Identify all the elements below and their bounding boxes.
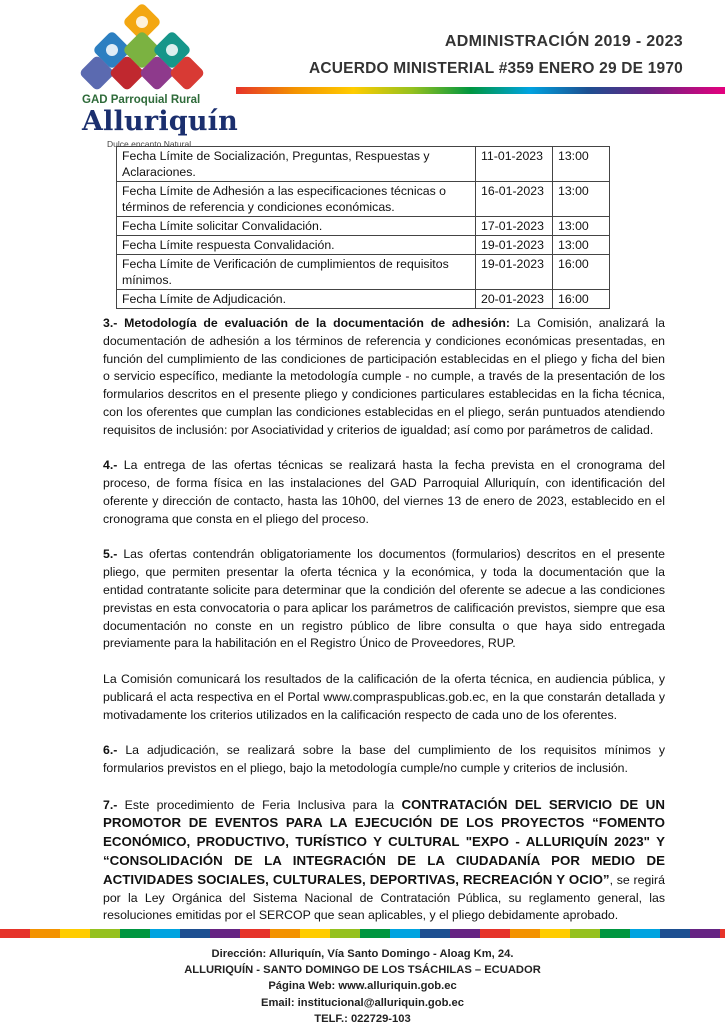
section-4-number: 4.- xyxy=(103,458,118,473)
section-6 xyxy=(103,742,665,778)
schedule-label: Fecha Límite de Adhesión a las especificaciones técnicas o términos de referencia y condiciones económicas. xyxy=(117,182,476,217)
schedule-row xyxy=(117,182,610,217)
schedule-time: 16:00 xyxy=(553,255,610,290)
footer-color-stripe xyxy=(0,929,725,938)
footer-web: Página Web: www.alluriquin.gob.ec xyxy=(268,980,457,993)
section-3-title: 3.- Metodología de evaluación de la documentación de adhesión: xyxy=(103,316,510,330)
ministerial-agreement: ACUERDO MINISTERIAL #359 ENERO 29 DE 1970 xyxy=(308,60,683,77)
schedule-label: Fecha Límite solicitar Convalidación. xyxy=(117,217,476,236)
section-3 xyxy=(103,315,665,440)
schedule-date: 11-01-2023 xyxy=(476,147,553,182)
schedule-date: 17-01-2023 xyxy=(476,217,553,236)
section-7-contract-title: CONTRATACIÓN DEL SERVICIO DE UN PROMOTOR DE EVENTOS PARA LA EJECUCIÓN DE LOS PROYECTOS “FOMENTO ECONÓMICO, PRODUCTIVO, TURÍSTICO Y CULTURAL "EXPO - ALLURIQUÍN 2023" Y “CONSOLIDACIÓN DE LA INTEGRACIÓN DE LA CIUDADANÍA POR MEDIO DE ACTIVIDADES SOCIALES, CULTURALES, DEPORTIVAS, RECREACIÓN Y OCIO” xyxy=(103,796,665,887)
schedule-label: Fecha Límite de Verificación de cumplimientos de requisitos mínimos. xyxy=(117,255,476,290)
section-7-number: 7.- xyxy=(103,797,118,812)
schedule-date: 19-01-2023 xyxy=(476,236,553,255)
section-5-results: La Comisión comunicará los resultados de la calificación de la oferta técnica, en audiencia pública, y publicará el acta respectiva en el Portal www.compraspublicas.gob.ec, en la que constarán detallada y motivadamente los criterios utilizados en la calificación respecto de cada uno de los oferentes. xyxy=(103,671,665,722)
org-slogan: Dulce encanto Natural xyxy=(107,139,192,149)
org-town: Alluriquín xyxy=(82,106,238,137)
schedule-time: 13:00 xyxy=(553,147,610,182)
header-color-stripe xyxy=(236,87,725,94)
schedule-date: 19-01-2023 xyxy=(476,255,553,290)
section-4-text: La entrega de las ofertas técnicas se realizará hasta la fecha prevista en el cronograma del proceso, de forma física en las instalaciones del GAD Parroquial Alluriquín, con identificación del oferente y dirección de contacto, hasta las 10h00, del viernes 13 de enero de 2023, establecido en el cronograma que consta en el pliego del proceso. xyxy=(103,458,665,526)
schedule-row xyxy=(117,255,610,290)
footer-email: Email: institucional@alluriquin.gob.ec xyxy=(261,996,464,1009)
schedule-label: Fecha Límite de Adjudicación. xyxy=(117,290,476,309)
schedule-time: 13:00 xyxy=(553,217,610,236)
section-7 xyxy=(103,796,665,926)
org-name: GAD Parroquial Rural xyxy=(82,94,201,106)
schedule-row xyxy=(117,290,610,309)
schedule-row xyxy=(117,217,610,236)
schedule-label: Fecha Límite de Socialización, Preguntas, Respuestas y Aclaraciones. xyxy=(117,147,476,182)
schedule-date: 16-01-2023 xyxy=(476,182,553,217)
section-5-number: 5.- xyxy=(103,547,118,562)
section-5 xyxy=(103,546,665,653)
schedule-row xyxy=(117,147,610,182)
schedule-table xyxy=(116,146,610,309)
schedule-time: 16:00 xyxy=(553,290,610,309)
schedule-time: 13:00 xyxy=(553,182,610,217)
schedule-row xyxy=(117,236,610,255)
section-6-number: 6.- xyxy=(103,743,118,758)
administration-title: ADMINISTRACIÓN 2019 - 2023 xyxy=(444,33,683,50)
footer-phone: TELF.: 022729-103 xyxy=(314,1012,411,1025)
footer-region: ALLURIQUÍN - SANTO DOMINGO DE LOS TSÁCHILAS – ECUADOR xyxy=(184,964,541,977)
document-body xyxy=(103,315,665,943)
schedule-label: Fecha Límite respuesta Convalidación. xyxy=(117,236,476,255)
schedule-time: 13:00 xyxy=(553,236,610,255)
schedule-date: 20-01-2023 xyxy=(476,290,553,309)
footer xyxy=(0,946,725,1027)
section-7-text: , se regirá por la Ley Orgánica del Sistema Nacional de Contratación Pública, su reglamento general, las resoluciones emitidas por el SERCOP que sean aplicables, y el pliego debidamente aprobado. xyxy=(103,872,665,923)
section-7-intro: Este procedimiento de Feria Inclusiva para la xyxy=(117,797,402,812)
section-6-text: La adjudicación, se realizará sobre la base del cumplimiento de los requisitos mínimos y formularios previstos en el pliego, bajo la metodología cumple/no cumple y criterios de inclusión. xyxy=(103,743,665,775)
section-5-text: Las ofertas contendrán obligatoriamente los documentos (formularios) descritos en el presente pliego, que permiten presentar la oferta técnica y la económica, y toda la documentación que la entidad contratante solicite para determinar que la condición del oferente se adecue a las condiciones previstas en esta convocatoria o para aplicar los parámetros de calificación previstos, siempre que esa documentación no conste en un registro público de libre consulta o que haya sido entregada previamente para la habilitación en el Registro Único de Proveedores, RUP. xyxy=(103,547,665,651)
footer-address: Dirección: Alluriquín, Vía Santo Domingo - Aloag Km, 24. xyxy=(211,948,514,960)
section-4 xyxy=(103,457,665,528)
section-3-text: La Comisión, analizará la documentación de adhesión a los términos de referencia y condiciones económicas presentadas, en función del cumplimiento de las condiciones de participación establecidas en el pliego y ficha del bien o servicio específico, mediante la metodología cumple - no cumple, a través de la presentación de los formularios descritos en el presente pliego y condiciones particulares establecidas en la ficha técnica, con los oferentes que cumplan las condiciones establecidas en el pliego, serán puntuados atendiendo requisitos de inclusión: por Asociatividad y criterios de igualdad; así como por parámetros de calidad. xyxy=(103,316,665,437)
